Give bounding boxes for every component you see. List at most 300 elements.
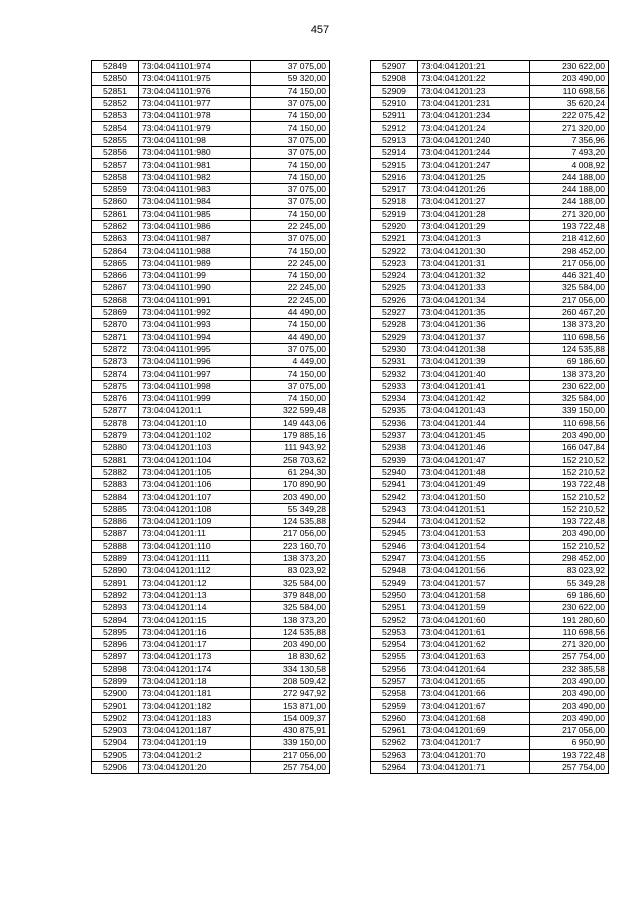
row-number-cell: 52924 [371,270,418,282]
table-row [92,85,330,97]
value-cell: 203 490,00 [530,688,609,700]
value-cell: 74 150,00 [251,368,330,380]
value-cell: 193 722,48 [530,479,609,491]
cadastral-number-cell: 73:04:041201:13 [139,589,251,601]
cadastral-number-cell: 73:04:041201:183 [139,712,251,724]
cadastral-number-cell: 73:04:041201:33 [418,282,530,294]
row-number-cell: 52877 [92,405,139,417]
row-number-cell: 52864 [92,245,139,257]
value-cell: 257 754,00 [530,761,609,773]
value-cell: 74 150,00 [251,159,330,171]
row-number-cell: 52886 [92,515,139,527]
value-cell: 244 188,00 [530,196,609,208]
cadastral-number-cell: 73:04:041101:978 [139,110,251,122]
row-number-cell: 52851 [92,85,139,97]
cadastral-number-cell: 73:04:041201:187 [139,725,251,737]
table-row [92,233,330,245]
row-number-cell: 52897 [92,651,139,663]
cadastral-number-cell: 73:04:041101:991 [139,294,251,306]
value-cell: 166 047,84 [530,442,609,454]
table-row [371,110,609,122]
value-cell: 37 075,00 [251,61,330,73]
value-cell: 74 150,00 [251,85,330,97]
table-row [371,343,609,355]
cadastral-number-cell: 73:04:041201:21 [418,61,530,73]
cadastral-number-cell: 73:04:041201:111 [139,552,251,564]
row-number-cell: 52881 [92,454,139,466]
cadastral-number-cell: 73:04:041201:102 [139,429,251,441]
table-row [92,651,330,663]
row-number-cell: 52883 [92,479,139,491]
row-number-cell: 52928 [371,319,418,331]
value-cell: 22 245,00 [251,220,330,232]
row-number-cell: 52910 [371,97,418,109]
value-cell: 223 160,70 [251,540,330,552]
table-row [92,589,330,601]
value-cell: 138 373,20 [530,368,609,380]
table-row [92,270,330,282]
row-number-cell: 52934 [371,393,418,405]
table-row [92,97,330,109]
cadastral-number-cell: 73:04:041101:983 [139,183,251,195]
cadastral-number-cell: 73:04:041201:56 [418,565,530,577]
row-number-cell: 52911 [371,110,418,122]
value-cell: 325 584,00 [251,577,330,589]
value-cell: 74 150,00 [251,110,330,122]
cadastral-number-cell: 73:04:041101:997 [139,368,251,380]
cadastral-number-cell: 73:04:041201:59 [418,602,530,614]
row-number-cell: 52954 [371,638,418,650]
row-number-cell: 52876 [92,393,139,405]
row-number-cell: 52866 [92,270,139,282]
cadastral-number-cell: 73:04:041201:44 [418,417,530,429]
row-number-cell: 52888 [92,540,139,552]
table-row [92,515,330,527]
row-number-cell: 52871 [92,331,139,343]
table-row [92,761,330,773]
table-row [92,417,330,429]
cadastral-number-cell: 73:04:041201:42 [418,393,530,405]
table-row [92,159,330,171]
table-row [371,73,609,85]
cadastral-number-cell: 73:04:041201:37 [418,331,530,343]
value-cell: 149 443,06 [251,417,330,429]
cadastral-number-cell: 73:04:041201:2 [139,749,251,761]
cadastral-number-cell: 73:04:041201:22 [418,73,530,85]
value-cell: 230 622,00 [530,380,609,392]
cadastral-number-cell: 73:04:041201:68 [418,712,530,724]
row-number-cell: 52948 [371,565,418,577]
table-row [371,97,609,109]
cadastral-number-cell: 73:04:041201:10 [139,417,251,429]
cadastral-number-cell: 73:04:041101:985 [139,208,251,220]
value-cell: 74 150,00 [251,319,330,331]
row-number-cell: 52925 [371,282,418,294]
value-cell: 339 150,00 [251,737,330,749]
cadastral-number-cell: 73:04:041201:19 [139,737,251,749]
row-number-cell: 52875 [92,380,139,392]
value-cell: 203 490,00 [530,712,609,724]
cadastral-number-cell: 73:04:041101:975 [139,73,251,85]
row-number-cell: 52882 [92,466,139,478]
table-row [371,183,609,195]
value-cell: 74 150,00 [251,245,330,257]
table-row [92,183,330,195]
table-row [371,725,609,737]
table-row [92,663,330,675]
value-cell: 55 349,28 [251,503,330,515]
value-cell: 61 294,30 [251,466,330,478]
row-number-cell: 52849 [92,61,139,73]
row-number-cell: 52900 [92,688,139,700]
cadastral-number-cell: 73:04:041201:51 [418,503,530,515]
value-cell: 325 584,00 [251,602,330,614]
row-number-cell: 52867 [92,282,139,294]
table-row [371,749,609,761]
row-number-cell: 52863 [92,233,139,245]
table-row [92,208,330,220]
row-number-cell: 52898 [92,663,139,675]
cadastral-number-cell: 73:04:041201:63 [418,651,530,663]
value-cell: 154 009,37 [251,712,330,724]
row-number-cell: 52929 [371,331,418,343]
table-row [371,368,609,380]
cadastral-number-cell: 73:04:041201:110 [139,540,251,552]
cadastral-number-cell: 73:04:041101:976 [139,85,251,97]
table-row [371,356,609,368]
table-row [92,638,330,650]
value-cell: 203 490,00 [251,491,330,503]
row-number-cell: 52923 [371,257,418,269]
value-cell: 22 245,00 [251,257,330,269]
table-row [371,220,609,232]
value-cell: 325 584,00 [530,282,609,294]
cadastral-number-cell: 73:04:041101:980 [139,147,251,159]
row-number-cell: 52917 [371,183,418,195]
table-row [92,675,330,687]
value-cell: 69 186,60 [530,589,609,601]
row-number-cell: 52858 [92,171,139,183]
table-row [371,85,609,97]
table-row [92,73,330,85]
value-cell: 203 490,00 [530,73,609,85]
table-row [371,270,609,282]
cadastral-number-cell: 73:04:041201:105 [139,466,251,478]
table-row [92,306,330,318]
table-row [92,491,330,503]
value-cell: 74 150,00 [251,171,330,183]
row-number-cell: 52906 [92,761,139,773]
table-row [92,147,330,159]
cadastral-number-cell: 73:04:041201:36 [418,319,530,331]
cadastral-number-cell: 73:04:041201:55 [418,552,530,564]
table-row [92,61,330,73]
value-cell: 217 056,00 [530,725,609,737]
row-number-cell: 52916 [371,171,418,183]
cadastral-number-cell: 73:04:041201:18 [139,675,251,687]
row-number-cell: 52919 [371,208,418,220]
cadastral-number-cell: 73:04:041201:15 [139,614,251,626]
value-cell: 217 056,00 [251,528,330,540]
value-cell: 325 584,00 [530,393,609,405]
value-cell: 217 056,00 [530,294,609,306]
value-cell: 138 373,20 [530,319,609,331]
row-number-cell: 52945 [371,528,418,540]
value-cell: 203 490,00 [251,638,330,650]
cadastral-number-cell: 73:04:041101:979 [139,122,251,134]
table-row [92,454,330,466]
row-number-cell: 52903 [92,725,139,737]
table-row [92,540,330,552]
value-cell: 35 620,24 [530,97,609,109]
value-cell: 7 356,96 [530,134,609,146]
value-cell: 74 150,00 [251,208,330,220]
cadastral-number-cell: 73:04:041101:994 [139,331,251,343]
table-row [371,651,609,663]
table-row [92,134,330,146]
row-number-cell: 52930 [371,343,418,355]
value-cell: 37 075,00 [251,134,330,146]
cadastral-number-cell: 73:04:041201:65 [418,675,530,687]
table-row [371,245,609,257]
row-number-cell: 52859 [92,183,139,195]
table-row [371,761,609,773]
row-number-cell: 52951 [371,602,418,614]
value-cell: 110 698,56 [530,331,609,343]
cadastral-number-cell: 73:04:041201:49 [418,479,530,491]
cadastral-number-cell: 73:04:041201:182 [139,700,251,712]
cadastral-number-cell: 73:04:041201:1 [139,405,251,417]
table-row [371,159,609,171]
value-cell: 110 698,56 [530,85,609,97]
row-number-cell: 52889 [92,552,139,564]
cadastral-number-cell: 73:04:041201:11 [139,528,251,540]
table-row [92,602,330,614]
value-cell: 446 321,40 [530,270,609,282]
table-row [371,294,609,306]
cadastral-number-cell: 73:04:041101:996 [139,356,251,368]
table-row [92,700,330,712]
row-number-cell: 52895 [92,626,139,638]
value-cell: 110 698,56 [530,417,609,429]
value-cell: 59 320,00 [251,73,330,85]
value-cell: 244 188,00 [530,183,609,195]
table-row [92,712,330,724]
table-row [371,380,609,392]
value-cell: 260 467,20 [530,306,609,318]
cadastral-number-cell: 73:04:041201:62 [418,638,530,650]
table-row [92,171,330,183]
cadastral-number-cell: 73:04:041201:48 [418,466,530,478]
table-row [92,442,330,454]
table-row [371,577,609,589]
cadastral-number-cell: 73:04:041201:26 [418,183,530,195]
row-number-cell: 52855 [92,134,139,146]
table-row [371,700,609,712]
row-number-cell: 52862 [92,220,139,232]
value-cell: 153 871,00 [251,700,330,712]
row-number-cell: 52892 [92,589,139,601]
table-row [92,429,330,441]
table-row [371,257,609,269]
value-cell: 232 385,58 [530,663,609,675]
table-row [92,528,330,540]
cadastral-number-cell: 73:04:041101:982 [139,171,251,183]
value-cell: 179 885,16 [251,429,330,441]
table-row [371,589,609,601]
table-row [371,515,609,527]
row-number-cell: 52907 [371,61,418,73]
row-number-cell: 52943 [371,503,418,515]
value-cell: 74 150,00 [251,270,330,282]
table-row [371,528,609,540]
value-cell: 272 947,92 [251,688,330,700]
cadastral-number-cell: 73:04:041201:67 [418,700,530,712]
table-row [92,393,330,405]
row-number-cell: 52964 [371,761,418,773]
cadastral-number-cell: 73:04:041201:25 [418,171,530,183]
cadastral-number-cell: 73:04:041201:54 [418,540,530,552]
row-number-cell: 52857 [92,159,139,171]
value-cell: 191 280,60 [530,614,609,626]
value-cell: 430 875,91 [251,725,330,737]
row-number-cell: 52869 [92,306,139,318]
row-number-cell: 52893 [92,602,139,614]
table-row [371,306,609,318]
table-row [371,663,609,675]
value-cell: 230 622,00 [530,61,609,73]
value-cell: 217 056,00 [530,257,609,269]
cadastral-number-cell: 73:04:041201:43 [418,405,530,417]
cadastral-number-cell: 73:04:041201:53 [418,528,530,540]
cadastral-number-cell: 73:04:041201:174 [139,663,251,675]
row-number-cell: 52959 [371,700,418,712]
cadastral-number-cell: 73:04:041201:16 [139,626,251,638]
cadastral-number-cell: 73:04:041201:57 [418,577,530,589]
value-cell: 271 320,00 [530,122,609,134]
value-cell: 74 150,00 [251,122,330,134]
value-cell: 170 890,90 [251,479,330,491]
value-cell: 298 452,00 [530,245,609,257]
row-number-cell: 52940 [371,466,418,478]
row-number-cell: 52872 [92,343,139,355]
value-cell: 152 210,52 [530,466,609,478]
value-cell: 138 373,20 [251,552,330,564]
cadastral-number-cell: 73:04:041201:61 [418,626,530,638]
cadastral-number-cell: 73:04:041201:247 [418,159,530,171]
row-number-cell: 52860 [92,196,139,208]
table-row [371,626,609,638]
cadastral-number-cell: 73:04:041201:40 [418,368,530,380]
value-cell: 217 056,00 [251,749,330,761]
row-number-cell: 52918 [371,196,418,208]
value-cell: 74 150,00 [251,393,330,405]
cadastral-number-cell: 73:04:041201:112 [139,565,251,577]
cadastral-number-cell: 73:04:041101:984 [139,196,251,208]
value-cell: 37 075,00 [251,380,330,392]
cadastral-number-cell: 73:04:041201:24 [418,122,530,134]
table-row [92,356,330,368]
row-number-cell: 52931 [371,356,418,368]
cadastral-number-cell: 73:04:041101:988 [139,245,251,257]
row-number-cell: 52861 [92,208,139,220]
table-row [371,491,609,503]
row-number-cell: 52922 [371,245,418,257]
table-row [92,479,330,491]
table-row [371,134,609,146]
table-row [92,380,330,392]
table-row [371,122,609,134]
cadastral-number-cell: 73:04:041201:71 [418,761,530,773]
table-row [371,602,609,614]
cadastral-number-cell: 73:04:041201:231 [418,97,530,109]
table-row [371,331,609,343]
row-number-cell: 52944 [371,515,418,527]
table-row [371,479,609,491]
row-number-cell: 52949 [371,577,418,589]
value-cell: 271 320,00 [530,208,609,220]
value-cell: 152 210,52 [530,540,609,552]
cadastral-number-cell: 73:04:041201:35 [418,306,530,318]
row-number-cell: 52874 [92,368,139,380]
value-cell: 152 210,52 [530,503,609,515]
row-number-cell: 52942 [371,491,418,503]
cadastral-number-cell: 73:04:041101:99 [139,270,251,282]
table-row [371,417,609,429]
row-number-cell: 52879 [92,429,139,441]
row-number-cell: 52902 [92,712,139,724]
cadastral-number-cell: 73:04:041201:106 [139,479,251,491]
table-row [92,343,330,355]
table-row [371,552,609,564]
cadastral-number-cell: 73:04:041101:981 [139,159,251,171]
cadastral-number-cell: 73:04:041201:39 [418,356,530,368]
table-row [371,208,609,220]
row-number-cell: 52912 [371,122,418,134]
cadastral-number-cell: 73:04:041201:46 [418,442,530,454]
table-row [92,725,330,737]
cadastral-number-cell: 73:04:041201:3 [418,233,530,245]
cadastral-number-cell: 73:04:041201:30 [418,245,530,257]
cadastral-number-cell: 73:04:041201:64 [418,663,530,675]
value-cell: 44 490,00 [251,331,330,343]
cadastral-number-cell: 73:04:041101:974 [139,61,251,73]
value-cell: 193 722,48 [530,749,609,761]
table-row [371,171,609,183]
row-number-cell: 52894 [92,614,139,626]
value-cell: 152 210,52 [530,491,609,503]
row-number-cell: 52957 [371,675,418,687]
cadastral-number-cell: 73:04:041101:995 [139,343,251,355]
value-cell: 37 075,00 [251,343,330,355]
value-cell: 208 509,42 [251,675,330,687]
table-row [92,368,330,380]
row-number-cell: 52914 [371,147,418,159]
table-row [92,122,330,134]
value-cell: 111 943,92 [251,442,330,454]
row-number-cell: 52904 [92,737,139,749]
value-cell: 379 848,00 [251,589,330,601]
row-number-cell: 52935 [371,405,418,417]
row-number-cell: 52873 [92,356,139,368]
cadastral-number-cell: 73:04:041201:58 [418,589,530,601]
table-row [92,319,330,331]
row-number-cell: 52868 [92,294,139,306]
value-cell: 37 075,00 [251,97,330,109]
cadastral-number-cell: 73:04:041201:107 [139,491,251,503]
value-cell: 22 245,00 [251,282,330,294]
row-number-cell: 52853 [92,110,139,122]
